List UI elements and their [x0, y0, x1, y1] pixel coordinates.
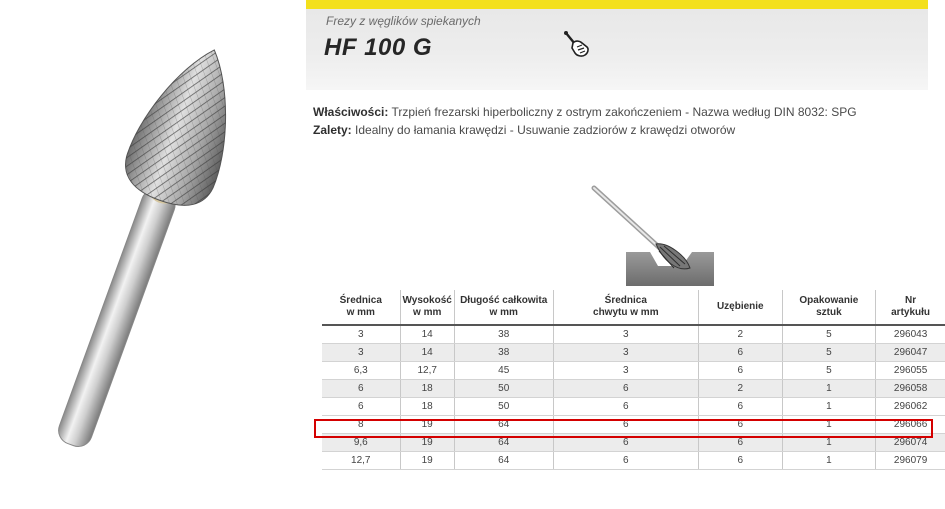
cell-total-length: 38	[454, 325, 553, 344]
cell-package: 5	[782, 362, 876, 380]
series-subtitle: Frezy z węglików spiekanych	[326, 14, 481, 28]
cell-shank-diameter: 6	[553, 398, 698, 416]
cell-shank-diameter: 3	[553, 344, 698, 362]
cell-height: 12,7	[400, 362, 454, 380]
col-header-total-length: Długość całkowita w mm	[454, 290, 553, 325]
cell-teeth: 2	[699, 380, 783, 398]
power-tool-hand-icon	[562, 30, 592, 60]
cell-teeth: 6	[699, 452, 783, 470]
cell-article-no: 296055	[876, 362, 945, 380]
cell-shank-diameter: 6	[553, 452, 698, 470]
cell-teeth: 6	[699, 344, 783, 362]
cell-shank-diameter: 6	[553, 416, 698, 434]
col-header-shank-diameter: Średnica chwytu w mm	[553, 290, 698, 325]
specification-table	[322, 290, 945, 470]
cell-diameter: 6	[322, 380, 400, 398]
table-row-highlighted	[322, 416, 945, 434]
cell-teeth: 6	[699, 398, 783, 416]
cell-diameter: 6,3	[322, 362, 400, 380]
cell-height: 18	[400, 380, 454, 398]
cell-diameter: 12,7	[322, 452, 400, 470]
cell-article-no: 296079	[876, 452, 945, 470]
col-header-teeth: Uzębienie	[699, 290, 783, 325]
accent-bar	[306, 0, 928, 9]
advantages-line	[313, 123, 735, 137]
col-header-diameter: Średnica w mm	[322, 290, 400, 325]
cell-shank-diameter: 3	[553, 325, 698, 344]
table-row	[322, 398, 945, 416]
cell-diameter: 6	[322, 398, 400, 416]
properties-label: Właściwości:	[313, 105, 389, 119]
cell-total-length: 64	[454, 434, 553, 452]
cell-height: 18	[400, 398, 454, 416]
cell-package: 1	[782, 452, 876, 470]
properties-text: Trzpień frezarski hiperboliczny z ostrym zakończeniem - Nazwa według DIN 8032: SPG	[391, 105, 857, 119]
cell-package: 5	[782, 344, 876, 362]
cell-total-length: 64	[454, 452, 553, 470]
advantages-label: Zalety:	[313, 123, 352, 137]
cell-article-no: 296074	[876, 434, 945, 452]
product-title: HF 100 G	[324, 34, 433, 61]
cell-height: 14	[400, 325, 454, 344]
cell-total-length: 64	[454, 416, 553, 434]
cell-article-no: 296047	[876, 344, 945, 362]
cell-diameter: 3	[322, 325, 400, 344]
cell-height: 19	[400, 434, 454, 452]
cell-package: 1	[782, 434, 876, 452]
advantages-text: Idealny do łamania krawędzi - Usuwanie zadziorów z krawędzi otworów	[355, 123, 736, 137]
cell-total-length: 50	[454, 398, 553, 416]
cell-diameter: 3	[322, 344, 400, 362]
table-row	[322, 344, 945, 362]
table-header-row	[322, 290, 945, 325]
table-row	[322, 380, 945, 398]
usage-diagram	[590, 184, 716, 286]
cell-article-no: 296066	[876, 416, 945, 434]
table-row	[322, 325, 945, 344]
cell-teeth: 6	[699, 416, 783, 434]
cell-total-length: 50	[454, 380, 553, 398]
cell-shank-diameter: 6	[553, 380, 698, 398]
cell-total-length: 45	[454, 362, 553, 380]
cell-teeth: 2	[699, 325, 783, 344]
table-row	[322, 362, 945, 380]
cell-article-no: 296062	[876, 398, 945, 416]
cell-shank-diameter: 6	[553, 434, 698, 452]
cell-teeth: 6	[699, 434, 783, 452]
col-header-height: Wysokość w mm	[400, 290, 454, 325]
cell-article-no: 296058	[876, 380, 945, 398]
cell-height: 19	[400, 452, 454, 470]
cell-height: 14	[400, 344, 454, 362]
cell-total-length: 38	[454, 344, 553, 362]
cell-height: 19	[400, 416, 454, 434]
table-row	[322, 452, 945, 470]
col-header-package: Opakowanie sztuk	[782, 290, 876, 325]
cell-article-no: 296043	[876, 325, 945, 344]
cell-package: 1	[782, 398, 876, 416]
product-photo	[0, 40, 300, 460]
properties-line	[313, 105, 857, 119]
cell-package: 5	[782, 325, 876, 344]
cell-diameter: 9,6	[322, 434, 400, 452]
cell-teeth: 6	[699, 362, 783, 380]
col-header-article-no: Nr artykułu	[876, 290, 945, 325]
cell-package: 1	[782, 416, 876, 434]
cell-package: 1	[782, 380, 876, 398]
table-row	[322, 434, 945, 452]
cell-shank-diameter: 3	[553, 362, 698, 380]
cell-diameter: 8	[322, 416, 400, 434]
